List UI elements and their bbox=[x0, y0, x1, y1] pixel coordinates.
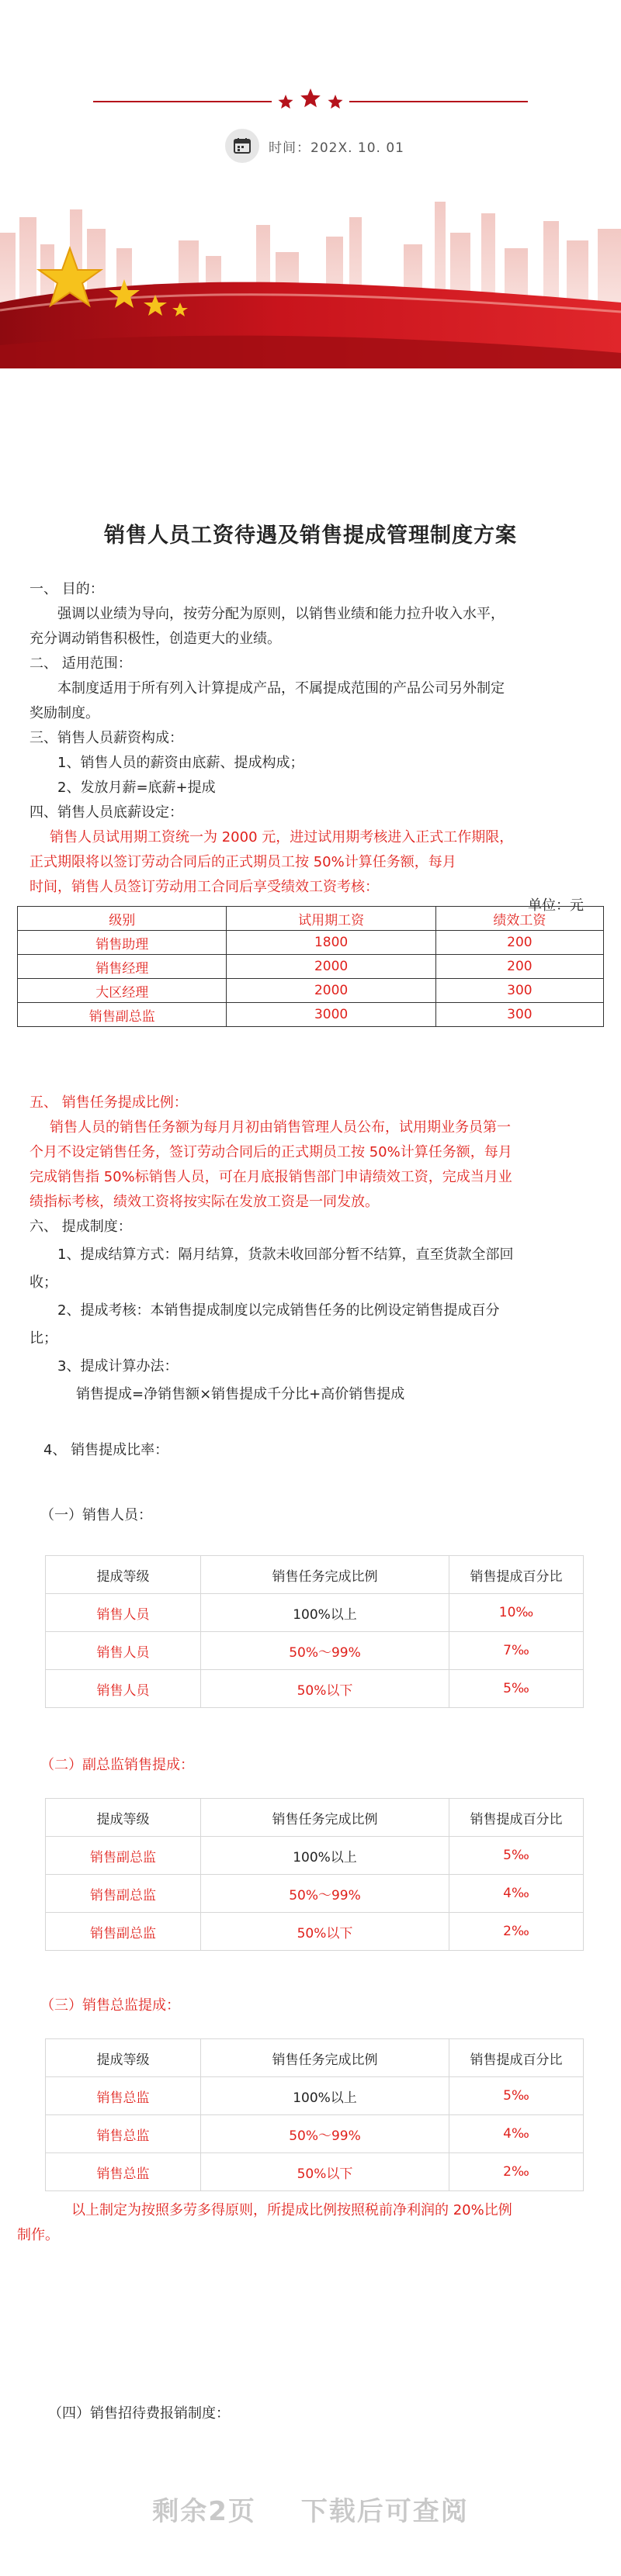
table-header-cell: 级别 bbox=[18, 907, 227, 931]
section-1-heading: 一、 目的： bbox=[29, 581, 104, 597]
table-header-cell: 提成等级 bbox=[46, 1799, 201, 1837]
table-cell: 4‰ bbox=[449, 2115, 584, 2153]
note-text: 以上制定为按照多劳多得原则，所提成比例按照税前净利润的 20%比例 bbox=[71, 2202, 512, 2218]
section-2-heading: 二、 适用范围： bbox=[29, 655, 132, 672]
subsection-heading: （三）销售总监提成： bbox=[40, 1997, 180, 2014]
section-5-body: 绩指标考核，绩效工资将按实际在发放工资是一同发放。 bbox=[29, 1194, 379, 1210]
table-cell: 200 bbox=[435, 955, 603, 979]
table-cell: 5‰ bbox=[449, 2077, 584, 2115]
star-icon bbox=[328, 95, 343, 109]
section-5-heading: 五、 销售任务提成比例： bbox=[29, 1094, 188, 1111]
table-header-cell: 销售提成百分比 bbox=[449, 1556, 584, 1594]
table-header-cell: 绩效工资 bbox=[435, 907, 603, 931]
table-header-row bbox=[46, 1556, 584, 1594]
table-cell: 销售助理 bbox=[18, 931, 227, 955]
table-cell: 300 bbox=[435, 1003, 603, 1027]
table-row bbox=[46, 2077, 584, 2115]
table-cell: 销售总监 bbox=[46, 2153, 201, 2191]
page-title: 销售人员工资待遇及销售提成管理制度方案 bbox=[104, 524, 517, 548]
section-5-body: 个月不设定销售任务，签订劳动合同后的正式期员工按 50%计算任务额，每月 bbox=[29, 1144, 512, 1160]
section-6-item: 1、提成结算方式：隔月结算，货款未收回部分暂不结算，直至货款全部回 bbox=[57, 1247, 514, 1263]
table-cell: 1800 bbox=[227, 931, 435, 955]
section-5-body: 完成销售指 50%标销售人员，可在月底报销售部门申请绩效工资，完成当月业 bbox=[29, 1169, 512, 1185]
section-6-heading: 六、 提成制度： bbox=[29, 1219, 132, 1235]
header-rule-left bbox=[93, 101, 272, 102]
table-cell: 销售人员 bbox=[46, 1632, 201, 1670]
salary-table bbox=[17, 906, 604, 1027]
table-cell: 销售总监 bbox=[46, 2115, 201, 2153]
table-header-row bbox=[18, 907, 604, 931]
table-cell: 销售人员 bbox=[46, 1670, 201, 1708]
section-1-body: 充分调动销售积极性，创造更大的业绩。 bbox=[29, 631, 281, 647]
header-rule-right bbox=[349, 101, 528, 102]
section-6-item: 比； bbox=[29, 1330, 57, 1347]
table-cell: 50%以下 bbox=[201, 1670, 449, 1708]
table-cell: 10‰ bbox=[449, 1594, 584, 1632]
table-header-cell: 销售任务完成比例 bbox=[201, 1556, 449, 1594]
section-6-item: 3、提成计算办法： bbox=[57, 1358, 179, 1374]
section-5-body: 销售人员的销售任务额为每月月初由销售管理人员公布，试用期业务员第一 bbox=[50, 1119, 511, 1136]
table-cell: 7‰ bbox=[449, 1632, 584, 1670]
subsection-heading: （四）销售招待费报销制度： bbox=[48, 2405, 230, 2422]
table-header-cell: 销售任务完成比例 bbox=[201, 2039, 449, 2077]
banner-illustration bbox=[0, 186, 621, 368]
table-cell: 销售人员 bbox=[46, 1594, 201, 1632]
section-6-item: 收； bbox=[29, 1274, 57, 1291]
table-cell: 2‰ bbox=[449, 2153, 584, 2191]
table-header-cell: 销售提成百分比 bbox=[449, 1799, 584, 1837]
table-cell: 销售副总监 bbox=[46, 1913, 201, 1951]
section-4-body: 时间，销售人员签订劳动用工合同后享受绩效工资考核： bbox=[29, 879, 379, 895]
table-cell: 3000 bbox=[227, 1003, 435, 1027]
publish-date: 时间：202X. 10. 01 bbox=[269, 140, 404, 156]
download-prompt[interactable] bbox=[0, 2490, 621, 2528]
table-row bbox=[18, 979, 604, 1003]
table-cell: 5‰ bbox=[449, 1670, 584, 1708]
table-cell: 大区经理 bbox=[18, 979, 227, 1003]
table-row bbox=[46, 1594, 584, 1632]
table-cell: 50%以下 bbox=[201, 1913, 449, 1951]
table-cell: 100%以上 bbox=[201, 2077, 449, 2115]
commission-table-director bbox=[45, 2038, 584, 2191]
table-cell: 100%以上 bbox=[201, 1837, 449, 1875]
subsection-heading: （二）副总监销售提成： bbox=[40, 1757, 194, 1773]
table-row bbox=[18, 931, 604, 955]
unit-label: 单位：元 bbox=[528, 897, 584, 914]
commission-table-sales bbox=[45, 1555, 584, 1708]
table-cell: 200 bbox=[435, 931, 603, 955]
table-cell: 销售总监 bbox=[46, 2077, 201, 2115]
remaining-pages-label: 剩余2页 bbox=[152, 2496, 256, 2527]
table-cell: 2‰ bbox=[449, 1913, 584, 1951]
table-cell: 销售副总监 bbox=[18, 1003, 227, 1027]
section-3-item: 2、发放月薪=底薪+提成 bbox=[57, 780, 216, 796]
section-1-body: 强调以业绩为导向，按劳分配为原则，以销售业绩和能力拉升收入水平， bbox=[57, 606, 505, 622]
section-6-formula: 销售提成=净销售额×销售提成千分比+高价销售提成 bbox=[76, 1386, 405, 1402]
table-header-cell: 提成等级 bbox=[46, 2039, 201, 2077]
stars-ornament bbox=[272, 84, 349, 118]
star-icon bbox=[279, 95, 293, 109]
table-cell: 销售经理 bbox=[18, 955, 227, 979]
table-cell: 4‰ bbox=[449, 1875, 584, 1913]
table-cell: 销售副总监 bbox=[46, 1875, 201, 1913]
calendar-icon bbox=[225, 129, 259, 163]
section-6-item: 4、 销售提成比率： bbox=[43, 1442, 169, 1458]
subsection-heading: （一）销售人员： bbox=[40, 1507, 152, 1523]
table-row bbox=[46, 2153, 584, 2191]
table-cell: 销售副总监 bbox=[46, 1837, 201, 1875]
section-6-item: 2、提成考核：本销售提成制度以完成销售任务的比例设定销售提成百分 bbox=[57, 1302, 500, 1319]
table-cell: 2000 bbox=[227, 979, 435, 1003]
table-cell: 50%～99% bbox=[201, 2115, 449, 2153]
table-cell: 5‰ bbox=[449, 1837, 584, 1875]
section-4-body: 销售人员试用期工资统一为 2000 元，进过试用期考核进入正式工作期限， bbox=[50, 829, 514, 845]
table-row bbox=[46, 1913, 584, 1951]
date-row bbox=[225, 129, 404, 163]
section-2-body: 本制度适用于所有列入计算提成产品，不属提成范围的产品公司另外制定 bbox=[57, 680, 505, 697]
download-label[interactable]: 下载后可查阅 bbox=[300, 2496, 469, 2527]
table-row bbox=[46, 1837, 584, 1875]
table-header-row bbox=[46, 2039, 584, 2077]
section-3-heading: 三、销售人员薪资构成： bbox=[29, 730, 183, 746]
table-header-row bbox=[46, 1799, 584, 1837]
table-header-cell: 销售任务完成比例 bbox=[201, 1799, 449, 1837]
table-row bbox=[46, 2115, 584, 2153]
table-header-cell: 提成等级 bbox=[46, 1556, 201, 1594]
table-cell: 300 bbox=[435, 979, 603, 1003]
table-cell: 2000 bbox=[227, 955, 435, 979]
note-text: 制作。 bbox=[17, 2227, 59, 2243]
table-cell: 50%以下 bbox=[201, 2153, 449, 2191]
table-cell: 100%以上 bbox=[201, 1594, 449, 1632]
table-cell: 50%～99% bbox=[201, 1875, 449, 1913]
commission-table-vp bbox=[45, 1798, 584, 1951]
star-icon bbox=[300, 88, 321, 107]
table-row bbox=[46, 1875, 584, 1913]
table-row bbox=[46, 1632, 584, 1670]
table-header-cell: 试用期工资 bbox=[227, 907, 435, 931]
section-3-item: 1、销售人员的薪资由底薪、提成构成； bbox=[57, 755, 304, 771]
table-row bbox=[46, 1670, 584, 1708]
table-row bbox=[18, 955, 604, 979]
table-cell: 50%～99% bbox=[201, 1632, 449, 1670]
table-header-cell: 销售提成百分比 bbox=[449, 2039, 584, 2077]
table-row bbox=[18, 1003, 604, 1027]
section-4-heading: 四、销售人员底薪设定： bbox=[29, 804, 183, 821]
section-2-body: 奖励制度。 bbox=[29, 705, 99, 721]
section-4-body: 正式期限将以签订劳动合同后的正式期员工按 50%计算任务额，每月 bbox=[29, 854, 456, 870]
